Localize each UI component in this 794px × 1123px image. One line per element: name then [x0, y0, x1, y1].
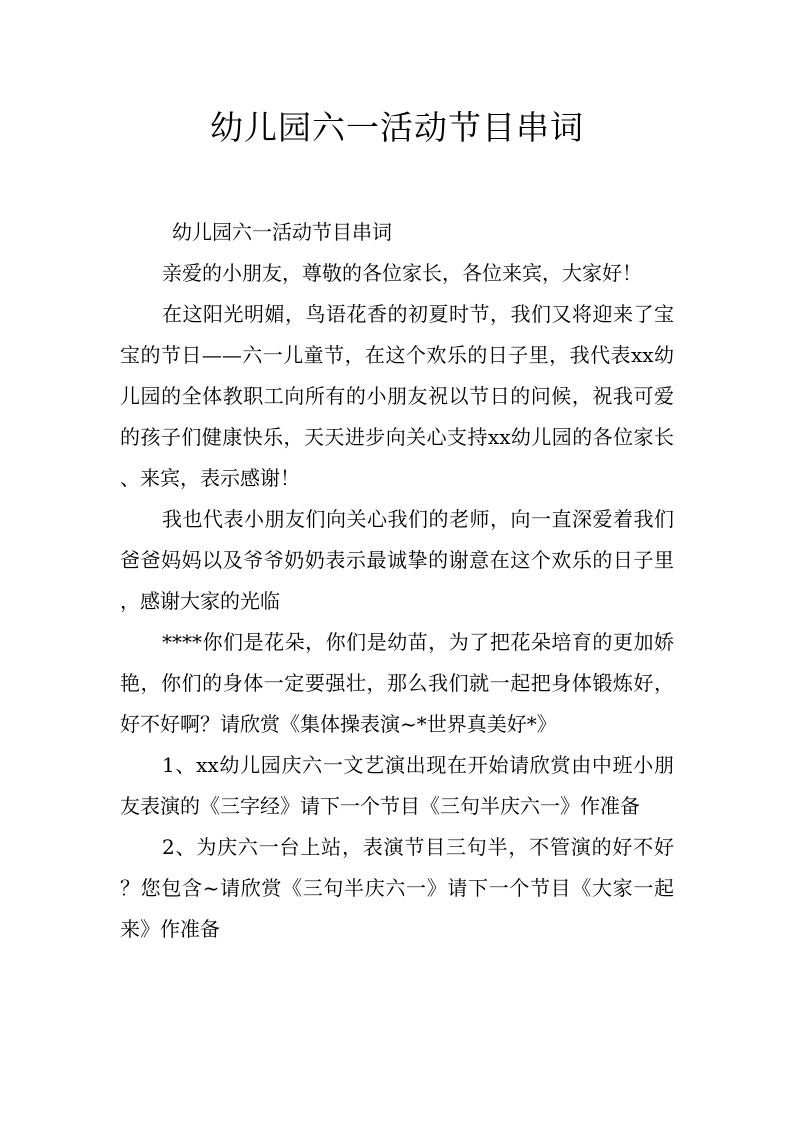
greeting-paragraph: 亲爱的小朋友，尊敬的各位家长，各位来宾，大家好！ [162, 261, 642, 285]
opening-paragraph: 在这阳光明媚，鸟语花香的初夏时节，我们又将迎来了宝宝的节日——六一儿童节，在这个欢乐的日子里，我代表xx幼儿园的全体教职工向所有的小朋友祝以节日的问候，祝我可爱的孩子们健康快乐，天天进步向关心支持xx幼儿园的各位家长、来宾，表示感谢！ [120, 302, 674, 490]
program-item-1-paragraph: 1、xx幼儿园庆六一文艺演出现在开始请欣赏由中班小朋友表演的《三字经》请下一个节目《三句半庆六一》作准备 [120, 753, 674, 818]
document-title: 幼儿园六一活动节目串词 [210, 108, 584, 147]
thanks-paragraph: 我也代表小朋友们向关心我们的老师，向一直深爱着我们爸爸妈妈以及爷爷奶奶表示最诚挚的谢意在这个欢乐的日子里，感谢大家的光临 [120, 507, 674, 613]
program-item-2-paragraph: 2、为庆六一台上站，表演节目三句半，不管演的好不好？您包含~请欣赏《三句半庆六一》请下一个节目《大家一起来》作准备 [120, 835, 674, 941]
program-intro-paragraph: ****你们是花朵，你们是幼苗，为了把花朵培育的更加娇艳，你们的身体一定要强壮，那么我们就一起把身体锻炼好，好不好啊？请欣赏《集体操表演~*世界真美好*》 [120, 630, 674, 736]
document-body [120, 212, 674, 950]
subtitle-paragraph: 幼儿园六一活动节目串词 [172, 220, 392, 244]
